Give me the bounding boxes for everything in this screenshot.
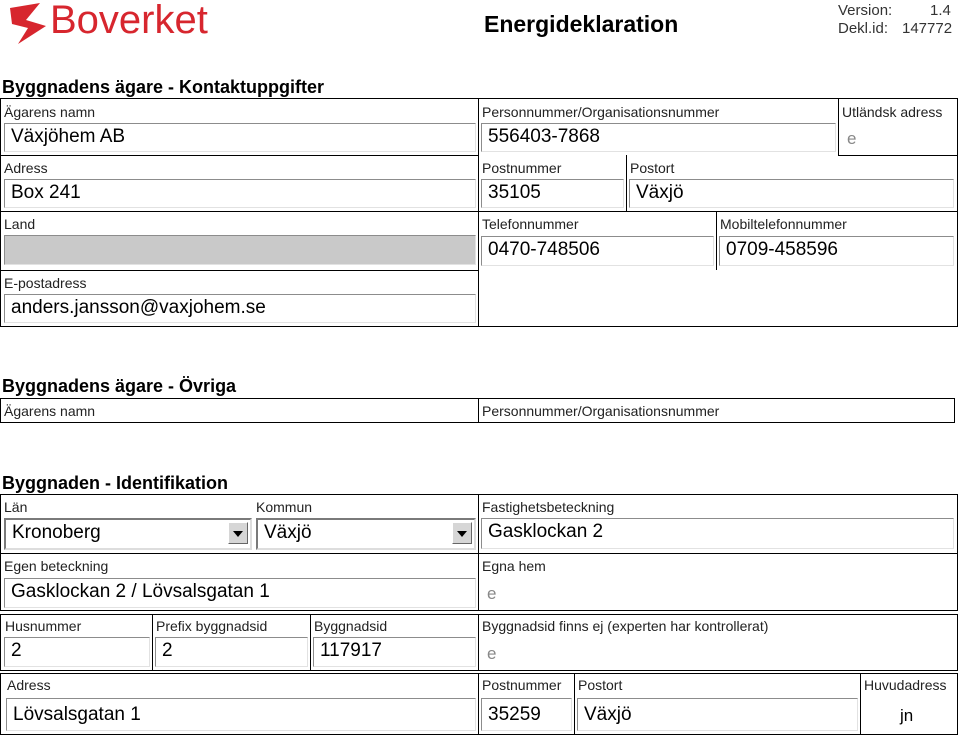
- email-field[interactable]: anders.jansson@vaxjohem.se: [4, 294, 476, 323]
- address-label: Adress: [4, 160, 48, 176]
- section-title-contact: Byggnadens ägare - Kontaktuppgifter: [2, 77, 325, 97]
- ident-address-label: Adress: [7, 677, 51, 693]
- fastighet-label: Fastighetsbeteckning: [482, 499, 615, 515]
- lan-label: Län: [4, 499, 28, 515]
- country-field[interactable]: [4, 235, 476, 265]
- husnummer-label: Husnummer: [5, 618, 82, 634]
- address-field[interactable]: Box 241: [4, 179, 476, 208]
- other-name-label: Ägarens namn: [4, 403, 96, 419]
- owner-name-field[interactable]: Växjöhem AB: [4, 123, 476, 152]
- fastighet-field[interactable]: Gasklockan 2: [481, 518, 954, 549]
- other-orgnr-label: Personnummer/Organisationsnummer: [482, 403, 720, 419]
- ident-postort-field[interactable]: Växjö: [577, 698, 858, 731]
- mobile-label: Mobiltelefonnummer: [720, 216, 847, 232]
- ident-address-field[interactable]: Lövsalsgatan 1: [6, 698, 476, 731]
- foreign-address-label: Utländsk adress: [842, 104, 943, 120]
- deklid-label: Dekl.id:: [838, 20, 889, 37]
- byggnadsid-finns-ej-label: Byggnadsid finns ej (experten har kontrollerat): [482, 618, 769, 634]
- phone-field[interactable]: 0470-748506: [481, 236, 714, 266]
- postort-label: Postort: [630, 160, 675, 176]
- logo-text: Boverket: [50, 0, 208, 42]
- huvudadress-checkbox[interactable]: jn: [900, 706, 914, 725]
- husnummer-field[interactable]: 2: [4, 637, 150, 667]
- egna-hem-checkbox[interactable]: e: [487, 584, 497, 603]
- chevron-down-icon[interactable]: [452, 522, 472, 544]
- country-label: Land: [4, 216, 36, 232]
- section-title-ident: Byggnaden - Identifikation: [2, 473, 229, 493]
- orgnr-field[interactable]: 556403-7868: [481, 123, 836, 152]
- deklid-value: 147772: [902, 20, 953, 37]
- boverket-logo-icon: [6, 0, 52, 46]
- lan-select-value: Kronoberg: [12, 522, 101, 543]
- owner-name-label: Ägarens namn: [4, 104, 96, 120]
- postnr-field[interactable]: 35105: [481, 179, 624, 208]
- mobile-field[interactable]: 0709-458596: [719, 236, 954, 266]
- prefix-byggnadsid-field[interactable]: 2: [155, 637, 308, 667]
- kommun-label: Kommun: [256, 499, 313, 515]
- kommun-select[interactable]: [256, 518, 476, 550]
- phone-label: Telefonnummer: [482, 216, 579, 232]
- ident-postnr-field[interactable]: 35259: [481, 698, 572, 731]
- lan-select[interactable]: [4, 518, 252, 550]
- ident-postort-label: Postort: [578, 677, 623, 693]
- section-title-other: Byggnadens ägare - Övriga: [2, 376, 237, 396]
- boverket-logo: [6, 0, 221, 48]
- version-value: 1.4: [930, 2, 951, 19]
- egna-hem-label: Egna hem: [482, 558, 546, 574]
- prefix-byggnadsid-label: Prefix byggnadsid: [156, 618, 268, 634]
- egen-beteckning-label: Egen beteckning: [4, 558, 109, 574]
- byggnadsid-label: Byggnadsid: [314, 618, 388, 634]
- foreign-address-checkbox[interactable]: e: [847, 129, 857, 148]
- chevron-down-icon[interactable]: [228, 522, 248, 544]
- email-label: E-postadress: [4, 275, 87, 291]
- kommun-select-value: Växjö: [264, 522, 312, 543]
- egen-beteckning-field[interactable]: Gasklockan 2 / Lövsalsgatan 1: [4, 578, 476, 608]
- postnr-label: Postnummer: [482, 160, 562, 176]
- version-label: Version:: [838, 2, 893, 19]
- ident-postnr-label: Postnummer: [482, 677, 562, 693]
- byggnadsid-field[interactable]: 117917: [313, 637, 476, 667]
- orgnr-label: Personnummer/Organisationsnummer: [482, 104, 720, 120]
- byggnadsid-finns-ej-checkbox[interactable]: e: [487, 644, 497, 663]
- page-title: Energideklaration: [484, 11, 679, 37]
- huvudadress-label: Huvudadress: [864, 677, 947, 693]
- postort-field[interactable]: Växjö: [629, 179, 954, 208]
